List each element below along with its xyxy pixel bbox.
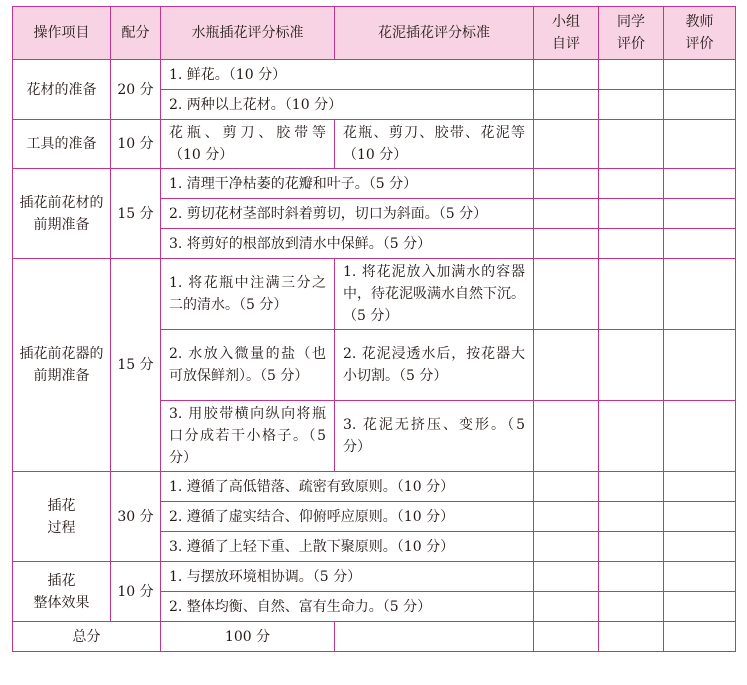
item-pre-material [13,169,111,259]
score-materials: 20 分 [111,60,161,120]
peer-eval-cell[interactable] [599,259,664,330]
item-effect [13,562,111,622]
header-teacher-line1: 教师 [685,14,714,30]
teacher-eval-cell[interactable] [664,60,736,90]
item-pre-vessel-line1: 插花前花器的 [19,346,104,362]
total-row [13,622,736,652]
criterion-pre-material-3: 3. 将剪好的根部放到清水中保鲜。（5 分） [161,229,534,259]
teacher-eval-cell[interactable] [664,532,736,562]
criterion-process-3: 3. 遵循了上轻下重、上散下聚原则。（10 分） [161,532,534,562]
peer-eval-cell[interactable] [599,502,664,532]
table-row [13,60,736,90]
item-pre-vessel-line2: 前期准备 [33,368,90,384]
total-blank-cell [335,622,534,652]
group-eval-cell[interactable] [534,472,599,502]
peer-eval-cell[interactable] [599,169,664,199]
header-row [13,7,736,60]
group-eval-cell[interactable] [534,592,599,622]
group-eval-cell[interactable] [534,401,599,472]
criterion-pre-material-1: 1. 清理干净枯萎的花瓣和叶子。（5 分） [161,169,534,199]
peer-eval-cell[interactable] [599,120,664,169]
header-score: 配分 [111,7,161,60]
item-pre-material-line2: 前期准备 [33,216,90,233]
group-eval-cell[interactable] [534,90,599,120]
criterion-pre-vessel-vase-2: 2. 水放入微量的盐（也可放保鲜剂）。（5 分） [161,330,335,401]
criterion-pre-vessel-mud-2: 2. 花泥浸透水后，按花器大小切割。（5 分） [335,330,534,401]
teacher-total-cell[interactable] [664,622,736,652]
group-eval-cell[interactable] [534,169,599,199]
teacher-eval-cell[interactable] [664,401,736,472]
item-effect-line1: 插花 [47,572,76,589]
header-group-line2: 自评 [552,36,580,52]
header-vase-standard: 水瓶插花评分标准 [161,7,335,60]
header-mud-standard: 花泥插花评分标准 [335,7,534,60]
criterion-materials-1: 1. 鲜花。（10 分） [161,60,534,90]
group-total-cell[interactable] [534,622,599,652]
peer-eval-cell[interactable] [599,562,664,592]
criterion-pre-material-2: 2. 剪切花材茎部时斜着剪切，切口为斜面。（5 分） [161,199,534,229]
peer-eval-cell[interactable] [599,199,664,229]
item-pre-vessel [13,259,111,472]
group-eval-cell[interactable] [534,532,599,562]
peer-eval-cell[interactable] [599,229,664,259]
group-eval-cell[interactable] [534,562,599,592]
peer-eval-cell[interactable] [599,401,664,472]
table-row [13,562,736,592]
peer-eval-cell[interactable] [599,60,664,90]
item-process-line2: 过程 [47,519,76,536]
teacher-eval-cell[interactable] [664,502,736,532]
teacher-eval-cell[interactable] [664,229,736,259]
header-peer-line1: 同学 [617,14,645,30]
total-label: 总分 [13,622,161,652]
score-process: 30 分 [111,472,161,562]
peer-eval-cell[interactable] [599,330,664,401]
header-peer-eval [599,7,664,60]
peer-eval-cell[interactable] [599,532,664,562]
header-group-self-eval [534,7,599,60]
header-item: 操作项目 [13,7,111,60]
teacher-eval-cell[interactable] [664,259,736,330]
teacher-eval-cell[interactable] [664,169,736,199]
header-teacher-eval [664,7,736,60]
peer-eval-cell[interactable] [599,592,664,622]
teacher-eval-cell[interactable] [664,120,736,169]
criterion-pre-vessel-mud-3: 3. 花泥无挤压、变形。（5 分） [335,401,534,472]
teacher-eval-cell[interactable] [664,199,736,229]
teacher-eval-cell[interactable] [664,330,736,401]
score-pre-vessel: 15 分 [111,259,161,472]
group-eval-cell[interactable] [534,229,599,259]
table-row [13,472,736,502]
criterion-process-2: 2. 遵循了虚实结合、仰俯呼应原则。（10 分） [161,502,534,532]
criterion-tools-vase: 花瓶、剪刀、胶带等（10 分） [161,120,335,169]
criterion-effect-1: 1. 与摆放环境相协调。（5 分） [161,562,534,592]
criterion-tools-mud: 花瓶、剪刀、胶带、花泥等（10 分） [335,120,534,169]
total-value: 100 分 [161,622,335,652]
table-row [13,120,736,169]
item-effect-line2: 整体效果 [33,594,90,611]
table-row [13,169,736,199]
criterion-process-1: 1. 遵循了高低错落、疏密有致原则。（10 分） [161,472,534,502]
group-eval-cell[interactable] [534,199,599,229]
score-pre-material: 15 分 [111,169,161,259]
criterion-pre-vessel-mud-1: 1. 将花泥放入加满水的容器中，待花泥吸满水自然下沉。（5 分） [335,259,534,330]
criterion-pre-vessel-vase-1: 1. 将花瓶中注满三分之二的清水。（5 分） [161,259,335,330]
score-tools: 10 分 [111,120,161,169]
scoring-rubric-table [12,6,736,652]
group-eval-cell[interactable] [534,120,599,169]
item-materials: 花材的准备 [13,60,111,120]
criterion-materials-2: 2. 两种以上花材。（10 分） [161,90,534,120]
teacher-eval-cell[interactable] [664,90,736,120]
criterion-effect-2: 2. 整体均衡、自然、富有生命力。（5 分） [161,592,534,622]
item-pre-material-line1: 插花前花材的 [19,194,104,211]
teacher-eval-cell[interactable] [664,562,736,592]
peer-total-cell[interactable] [599,622,664,652]
group-eval-cell[interactable] [534,259,599,330]
teacher-eval-cell[interactable] [664,472,736,502]
teacher-eval-cell[interactable] [664,592,736,622]
table-row [13,259,736,330]
peer-eval-cell[interactable] [599,90,664,120]
peer-eval-cell[interactable] [599,472,664,502]
item-process-line1: 插花 [47,497,76,514]
header-group-line1: 小组 [552,14,580,30]
score-effect: 10 分 [111,562,161,622]
header-peer-line2: 评价 [617,36,645,52]
group-eval-cell[interactable] [534,502,599,532]
group-eval-cell[interactable] [534,330,599,401]
criterion-pre-vessel-vase-3: 3. 用胶带横向纵向将瓶口分成若干小格子。（5 分） [161,401,335,472]
header-teacher-line2: 评价 [685,36,714,52]
item-process [13,472,111,562]
item-tools: 工具的准备 [13,120,111,169]
group-eval-cell[interactable] [534,60,599,90]
